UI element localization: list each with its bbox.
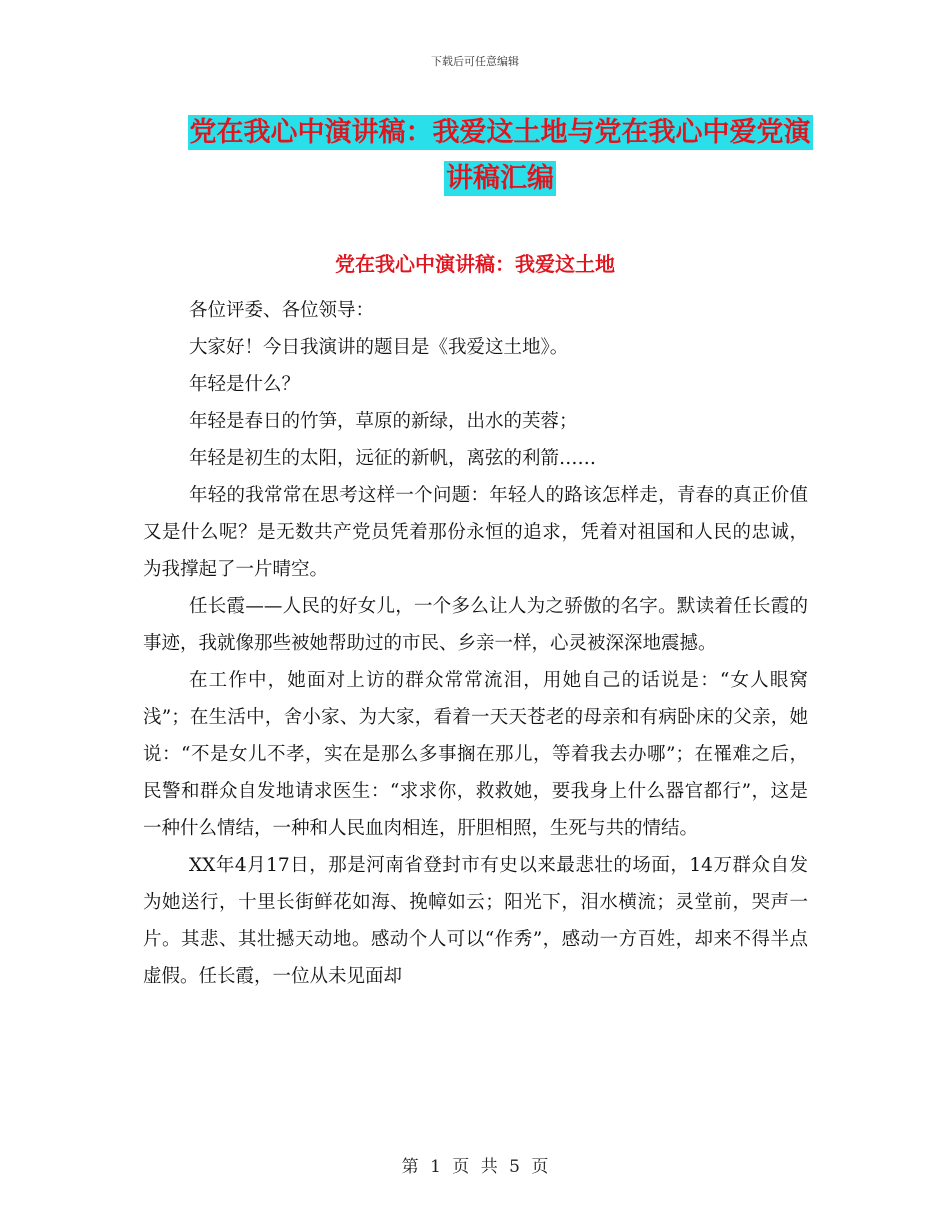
paragraph: 年轻是什么？ [189,374,301,395]
paragraph: 年轻是春日的竹笋，草原的新绿，出水的芙蓉； [189,411,578,432]
paragraph: 年轻是初生的太阳，远征的新帆，离弦的利箭…… [189,448,597,469]
document-body [143,292,808,995]
paragraph: XX年4月17日，那是河南省登封市有史以来最悲壮的场面，14万群众自发为她送行，十里长街鲜花如海、挽幛如云；阳光下，泪水横流；灵堂前，哭声一片。其悲、其壮撼天动地。感动个人可以“作秀”，感动一方百姓，却来不得半点虚假。任长霞，一位从未见面却 [143,855,808,987]
document-title-line-1: 党在我心中演讲稿：我爱这土地与党在我心中爱党演 [189,117,811,148]
paragraph: 任长霞——人民的好女儿，一个多么让人为之骄傲的名字。默读着任长霞的事迹，我就像那些被她帮助过的市民、乡亲一样，心灵被深深地震撼。 [143,596,808,654]
paragraph: 大家好！今日我演讲的题目是《我爱这土地》。 [189,337,569,358]
paragraph: 年轻的我常常在思考这样一个问题：年轻人的路该怎样走，青春的真正价值又是什么呢？是无数共产党员凭着那份永恒的追求，凭着对祖国和人民的忠诚，为我撑起了一片晴空。 [143,485,808,580]
document-title [150,110,850,202]
section-title: 党在我心中演讲稿：我爱这土地 [335,252,615,276]
page-header-note: 下载后可任意编辑 [431,55,519,68]
document-title-line-2: 讲稿汇编 [446,163,554,194]
page-number-footer: 第 1 页 共 5 页 [401,1157,549,1177]
paragraph: 各位评委、各位领导： [189,300,375,321]
paragraph: 在工作中，她面对上访的群众常常流泪，用她自己的话说是：“女人眼窝浅”；在生活中，舍小家、为大家，看着一天天苍老的母亲和有病卧床的父亲，她说：“不是女儿不孝，实在是那么多事搁在那儿，等着我去办哪”；在罹难之后，民警和群众自发地请求医生：“求求你，救救她，要我身上什么器官都行”，这是一种什么情结，一种和人民血肉相连，肝胆相照，生死与共的情结。 [143,670,808,839]
